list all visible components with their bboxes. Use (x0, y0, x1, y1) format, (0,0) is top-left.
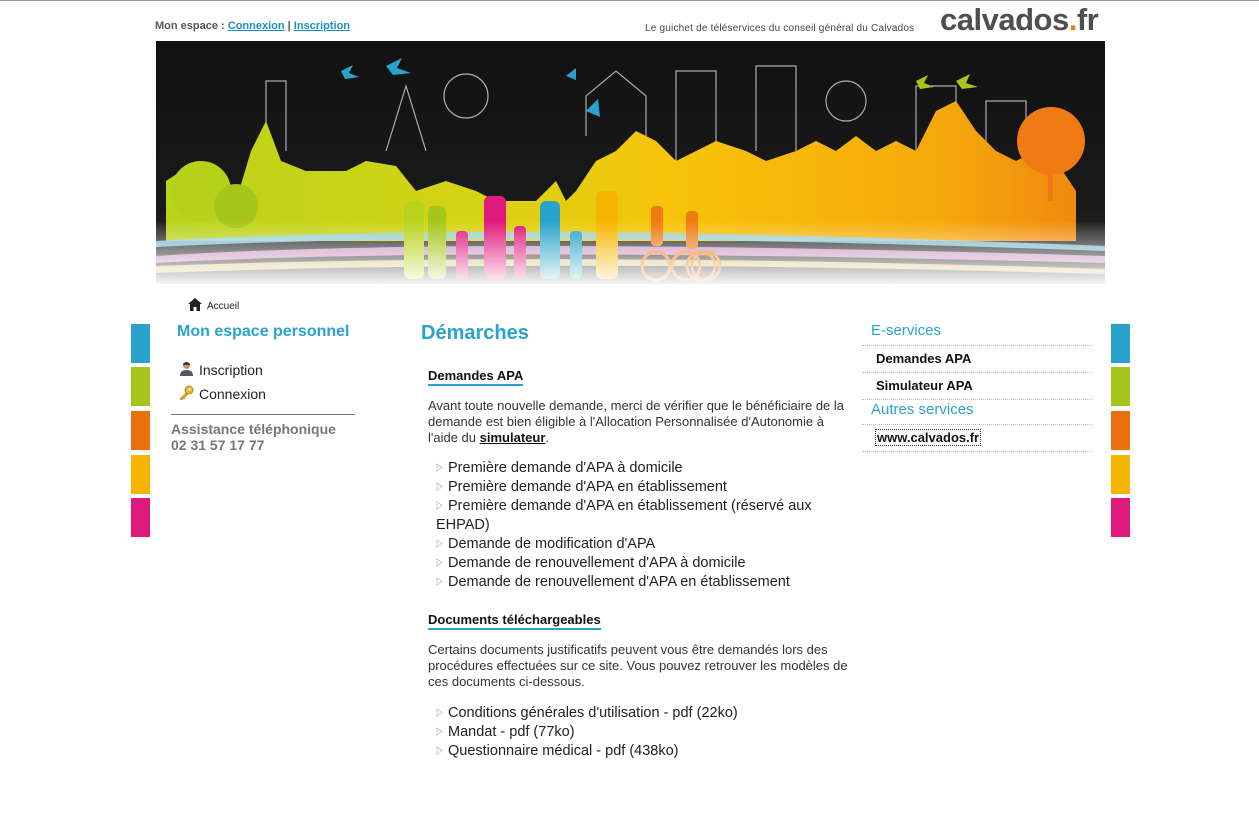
list-item-label: Demande de renouvellement d'APA en établissement (448, 574, 790, 590)
apa-intro-text: Avant toute nouvelle demande, merci de vérifier que le bénéficiaire de la demande est bien éligible à l'Allocation Personnalisée d'Autonomie à l'aide du (428, 398, 845, 445)
separator: | (287, 20, 291, 32)
list-item[interactable] (428, 573, 853, 592)
service-label: Simulateur APA (876, 378, 973, 393)
apa-section-title: Demandes APA (428, 368, 523, 386)
header-banner (156, 41, 1105, 284)
personal-space-menu (179, 358, 266, 406)
my-space-label: Mon espace : (155, 20, 225, 32)
user-icon (179, 361, 194, 379)
bullet-icon (436, 535, 443, 544)
apa-intro (428, 398, 853, 446)
strip-left-blue (131, 324, 150, 363)
services-sidebar (862, 321, 1092, 452)
apa-intro-end: . (545, 430, 550, 445)
logo-dot: . (1068, 2, 1077, 37)
list-item[interactable] (428, 742, 853, 761)
bullet-icon (436, 573, 443, 582)
bullet-icon (436, 497, 443, 506)
service-label: Demandes APA (876, 351, 972, 366)
strip-right-blue (1111, 324, 1130, 363)
list-item-label: Demande de renouvellement d'APA à domicile (448, 555, 746, 571)
top-border (0, 0, 1259, 1)
strip-right-yellow (1111, 455, 1130, 494)
logo-text: calvados (940, 2, 1069, 37)
list-item[interactable] (428, 497, 853, 535)
breadcrumb-home[interactable]: Accueil (207, 300, 240, 312)
bullet-icon (436, 459, 443, 468)
page-title: Démarches (421, 322, 529, 344)
inscription-link[interactable]: Inscription (293, 20, 351, 32)
list-item-label: Demande de modification d'APA (448, 536, 656, 552)
strip-left-orange (131, 411, 150, 450)
other-services-title: Autres services (862, 400, 1092, 425)
docs-section-title: Documents téléchargeables (428, 612, 601, 630)
bullet-icon (436, 723, 443, 732)
simulator-link[interactable]: simulateur (479, 430, 546, 445)
strip-left-yellow (131, 455, 150, 494)
docs-list (428, 704, 853, 761)
list-item[interactable] (428, 478, 853, 497)
docs-section-title-wrap (428, 611, 601, 630)
list-item[interactable] (428, 554, 853, 573)
list-item-label: Première demande d'APA à domicile (448, 460, 683, 476)
bullet-icon (436, 704, 443, 713)
list-item[interactable] (428, 535, 853, 554)
strip-right-orange (1111, 411, 1130, 450)
home-icon[interactable] (188, 298, 202, 314)
divider (171, 414, 355, 415)
list-item[interactable] (428, 459, 853, 478)
strip-right-green (1111, 367, 1130, 406)
service-item-simulateur-apa[interactable] (862, 373, 1092, 400)
key-icon (179, 385, 194, 403)
list-item-label: Mandat - pdf (77ko) (448, 724, 575, 740)
menu-item-label: Connexion (199, 386, 266, 402)
strip-right-pink (1111, 498, 1130, 537)
service-item-calvados-website[interactable] (862, 425, 1092, 452)
connexion-link[interactable]: Connexion (227, 20, 285, 32)
menu-item-inscription[interactable] (179, 358, 266, 382)
apa-list (428, 459, 853, 592)
list-item[interactable] (428, 723, 853, 742)
list-item-label: Questionnaire médical - pdf (438ko) (448, 743, 679, 759)
menu-item-connexion[interactable] (179, 382, 266, 406)
strip-left-pink (131, 498, 150, 537)
breadcrumb (188, 298, 239, 314)
eservices-title: E-services (862, 321, 1092, 346)
docs-intro: Certains documents justificatifs peuvent vous être demandés lors des procédures effectuées sur ce site. Vous pouvez retrouver les modèles de ces documents ci-dessous. (428, 642, 848, 689)
list-item-label: Conditions générales d'utilisation - pdf (22ko) (448, 705, 738, 721)
bullet-icon (436, 554, 443, 563)
assistance-title: Assistance téléphonique (171, 421, 336, 437)
strip-left-green (131, 367, 150, 406)
calvados-logo[interactable] (940, 2, 1098, 38)
phone-assistance (171, 421, 336, 453)
list-item-label: Première demande d'APA en établissement (448, 479, 727, 495)
personal-space-title: Mon espace personnel (177, 323, 350, 340)
list-item[interactable] (428, 704, 853, 723)
banner-illustration (156, 41, 1105, 284)
bullet-icon (436, 478, 443, 487)
logo-ext: fr (1076, 2, 1099, 37)
apa-section-title-wrap (428, 367, 523, 386)
assistance-phone: 02 31 57 17 77 (171, 437, 265, 453)
list-item-label: Première demande d'APA en établissement (réservé aux EHPAD) (436, 498, 812, 533)
bullet-icon (436, 742, 443, 751)
my-space-bar (155, 20, 350, 32)
menu-item-label: Inscription (199, 362, 263, 378)
service-label: www.calvados.fr (877, 430, 980, 445)
service-item-demandes-apa[interactable] (862, 346, 1092, 373)
site-tagline: Le guichet de téléservices du conseil général du Calvados (645, 23, 915, 34)
